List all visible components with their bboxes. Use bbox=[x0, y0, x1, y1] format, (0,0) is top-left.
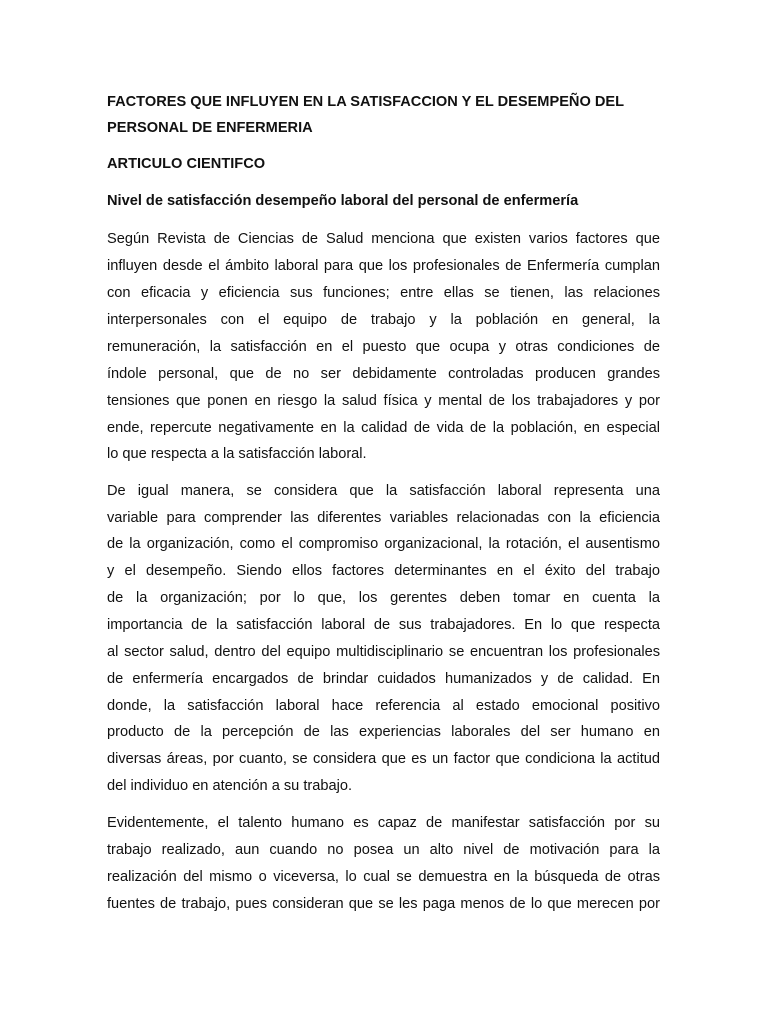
paragraph-line: De igual manera, se considera que la satisfacción laboral representa una bbox=[107, 483, 660, 499]
paragraph-line: realización del mismo o viceversa, lo cual se demuestra en la búsqueda de otras bbox=[107, 869, 660, 885]
paragraph-line: tensiones que ponen en riesgo la salud física y mental de los trabajadores y por bbox=[107, 393, 660, 409]
paragraph-line: trabajo realizado, aun cuando no posea un alto nivel de motivación para la bbox=[107, 842, 660, 858]
paragraph-line: índole personal, que de no ser debidamente controladas producen grandes bbox=[107, 366, 660, 382]
paragraph-line: interpersonales con el equipo de trabajo y la población en general, la bbox=[107, 312, 660, 328]
paragraph-line: fuentes de trabajo, pues consideran que se les paga menos de lo que merecen por bbox=[107, 896, 660, 912]
paragraph-line: con eficacia y eficiencia sus funciones; entre ellas se tienen, las relaciones bbox=[107, 285, 660, 301]
paragraph-line: Según Revista de Ciencias de Salud menciona que existen varios factores que bbox=[107, 231, 660, 247]
paragraph-line: ende, repercute negativamente en la calidad de vida de la población, en especial bbox=[107, 420, 660, 436]
paragraph-line: diversas áreas, por cuanto, se considera que es un factor que condiciona la actitud bbox=[107, 751, 660, 767]
paragraph-line: Evidentemente, el talento humano es capaz de manifestar satisfacción por su bbox=[107, 815, 660, 831]
paragraph-line: lo que respecta a la satisfacción laboral. bbox=[107, 446, 367, 462]
paragraph-line: influyen desde el ámbito laboral para que los profesionales de Enfermería cumplan bbox=[107, 258, 660, 274]
paragraph-line: al sector salud, dentro del equipo multidisciplinario se encuentran los profesionales bbox=[107, 644, 660, 660]
document-title-line-1: FACTORES QUE INFLUYEN EN LA SATISFACCION Y EL DESEMPEÑO DEL bbox=[107, 94, 625, 110]
article-label: ARTICULO CIENTIFCO bbox=[107, 156, 266, 172]
paragraph-line: y el desempeño. Siendo ellos factores determinantes en el éxito del trabajo bbox=[107, 563, 660, 579]
paragraph-line: de la organización, como el compromiso organizacional, la rotación, el ausentismo bbox=[107, 536, 660, 552]
paragraph-line: donde, la satisfacción laboral hace referencia al estado emocional positivo bbox=[107, 698, 660, 714]
paragraph-line: remuneración, la satisfacción en el puesto que ocupa y otras condiciones de bbox=[107, 339, 660, 355]
paragraph-line: variable para comprender las diferentes variables relacionadas con la eficiencia bbox=[107, 510, 660, 526]
paragraph-line: producto de la percepción de las experiencias laborales del ser humano en bbox=[107, 724, 660, 740]
document-title-line-2: PERSONAL DE ENFERMERIA bbox=[107, 120, 313, 136]
paragraph-line: del individuo en atención a su trabajo. bbox=[107, 778, 353, 794]
paragraph-line: importancia de la satisfacción laboral de sus trabajadores. En lo que respecta bbox=[107, 617, 660, 633]
paragraph-line: de enfermería encargados de brindar cuidados humanizados y de calidad. En bbox=[107, 671, 660, 687]
paragraph-line: de la organización; por lo que, los gerentes deben tomar en cuenta la bbox=[107, 590, 660, 606]
document-subtitle: Nivel de satisfacción desempeño laboral del personal de enfermería bbox=[107, 193, 579, 209]
